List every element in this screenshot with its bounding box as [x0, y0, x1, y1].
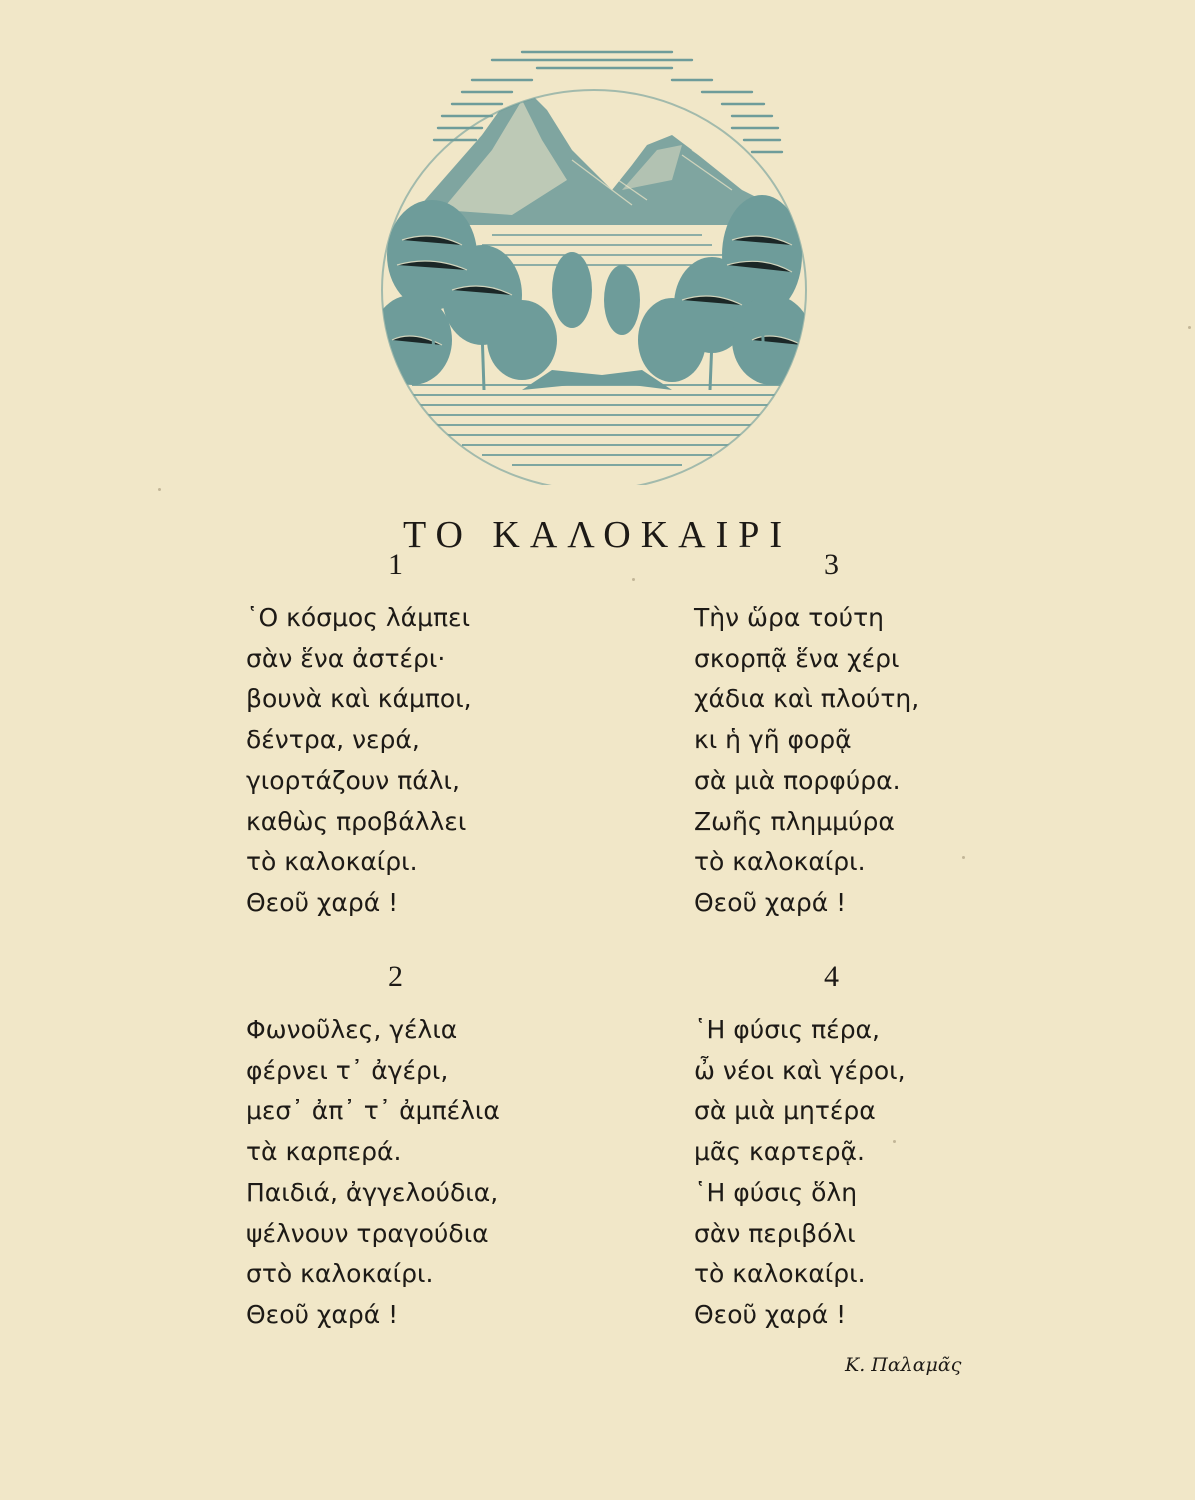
verse-line: Φωνοῦλες, γέλια [246, 1015, 458, 1044]
verse-line: ῾Η φύσις πέρα, [694, 1015, 880, 1044]
stanza-lines [246, 598, 472, 924]
verse-line: βουνὰ καὶ κάμποι, [246, 684, 472, 714]
verse-line: γιορτάζουν πάλι, [246, 765, 460, 795]
verse-line: στὸ καλοκαίρι. [246, 1259, 434, 1289]
verse-line: σκορπᾷ ἕνα χέρι [694, 643, 900, 673]
verse-line: χάδια καὶ πλούτη, [694, 684, 920, 714]
page-title: ΤΟ ΚΑΛΟΚΑΙΡΙ [402, 514, 793, 557]
verse-line: ψέλνουν τραγούδια [246, 1218, 489, 1248]
verse-line: Ζωῆς πλημμύρα [694, 806, 895, 836]
paper-speck [158, 488, 161, 491]
verse-line: κι ἡ γῆ φορᾷ [694, 725, 852, 755]
paper-speck [632, 578, 635, 581]
verse-line: ὦ νέοι καὶ γέροι, [694, 1055, 906, 1085]
verse-line: μᾶς καρτερᾷ. [694, 1137, 865, 1167]
verse-line: μεσ᾿ ἀπ᾿ τ᾿ ἀμπέλια [246, 1096, 500, 1126]
verse-line: καθὼς προβάλλει [246, 806, 467, 836]
stanza-number: 2 [388, 960, 403, 993]
verse-line: Θεοῦ χαρά ! [246, 887, 399, 917]
mountain-landscape-icon [372, 40, 822, 485]
stanza-number: 1 [388, 548, 403, 581]
stanza-number: 4 [824, 960, 839, 993]
verse-line: τὸ καλοκαίρι. [694, 847, 866, 877]
verse-line: τὸ καλοκαίρι. [694, 1259, 866, 1289]
verse-line: σὰν ἕνα ἀστέρι· [246, 643, 446, 673]
verse-line: Θεοῦ χαρά ! [694, 1299, 847, 1329]
stanza-lines [694, 1010, 906, 1336]
stanza-number: 3 [824, 548, 839, 581]
stanza-lines [246, 1010, 500, 1336]
paper-speck [962, 856, 965, 859]
verse-line: τὸ καλοκαίρι. [246, 847, 418, 877]
verse-line: Παιδιά, ἀγγελούδια, [246, 1177, 499, 1207]
author-signature: Κ. Παλαμᾶς [845, 1354, 962, 1376]
verse-line: δέντρα, νερά, [246, 725, 420, 755]
verse-line: Θεοῦ χαρά ! [246, 1299, 399, 1329]
verse-line: Θεοῦ χαρά ! [694, 887, 847, 917]
paper-speck [1188, 326, 1191, 329]
verse-line: φέρνει τ᾿ ἀγέρι, [246, 1055, 449, 1085]
verse-line: τὰ καρπερά. [246, 1137, 402, 1167]
verse-line: Τὴν ὥρα τούτη [694, 603, 884, 632]
verse-line: σὰ μιὰ πορφύρα. [694, 765, 901, 795]
verse-line: ῾Ο κόσμος λάμπει [246, 603, 471, 632]
verse-line: σὰν περιβόλι [694, 1218, 856, 1248]
verse-line: ῾Η φύσις ὅλη [694, 1177, 858, 1207]
verse-line: σὰ μιὰ μητέρα [694, 1096, 876, 1126]
stanza-lines [694, 598, 919, 924]
